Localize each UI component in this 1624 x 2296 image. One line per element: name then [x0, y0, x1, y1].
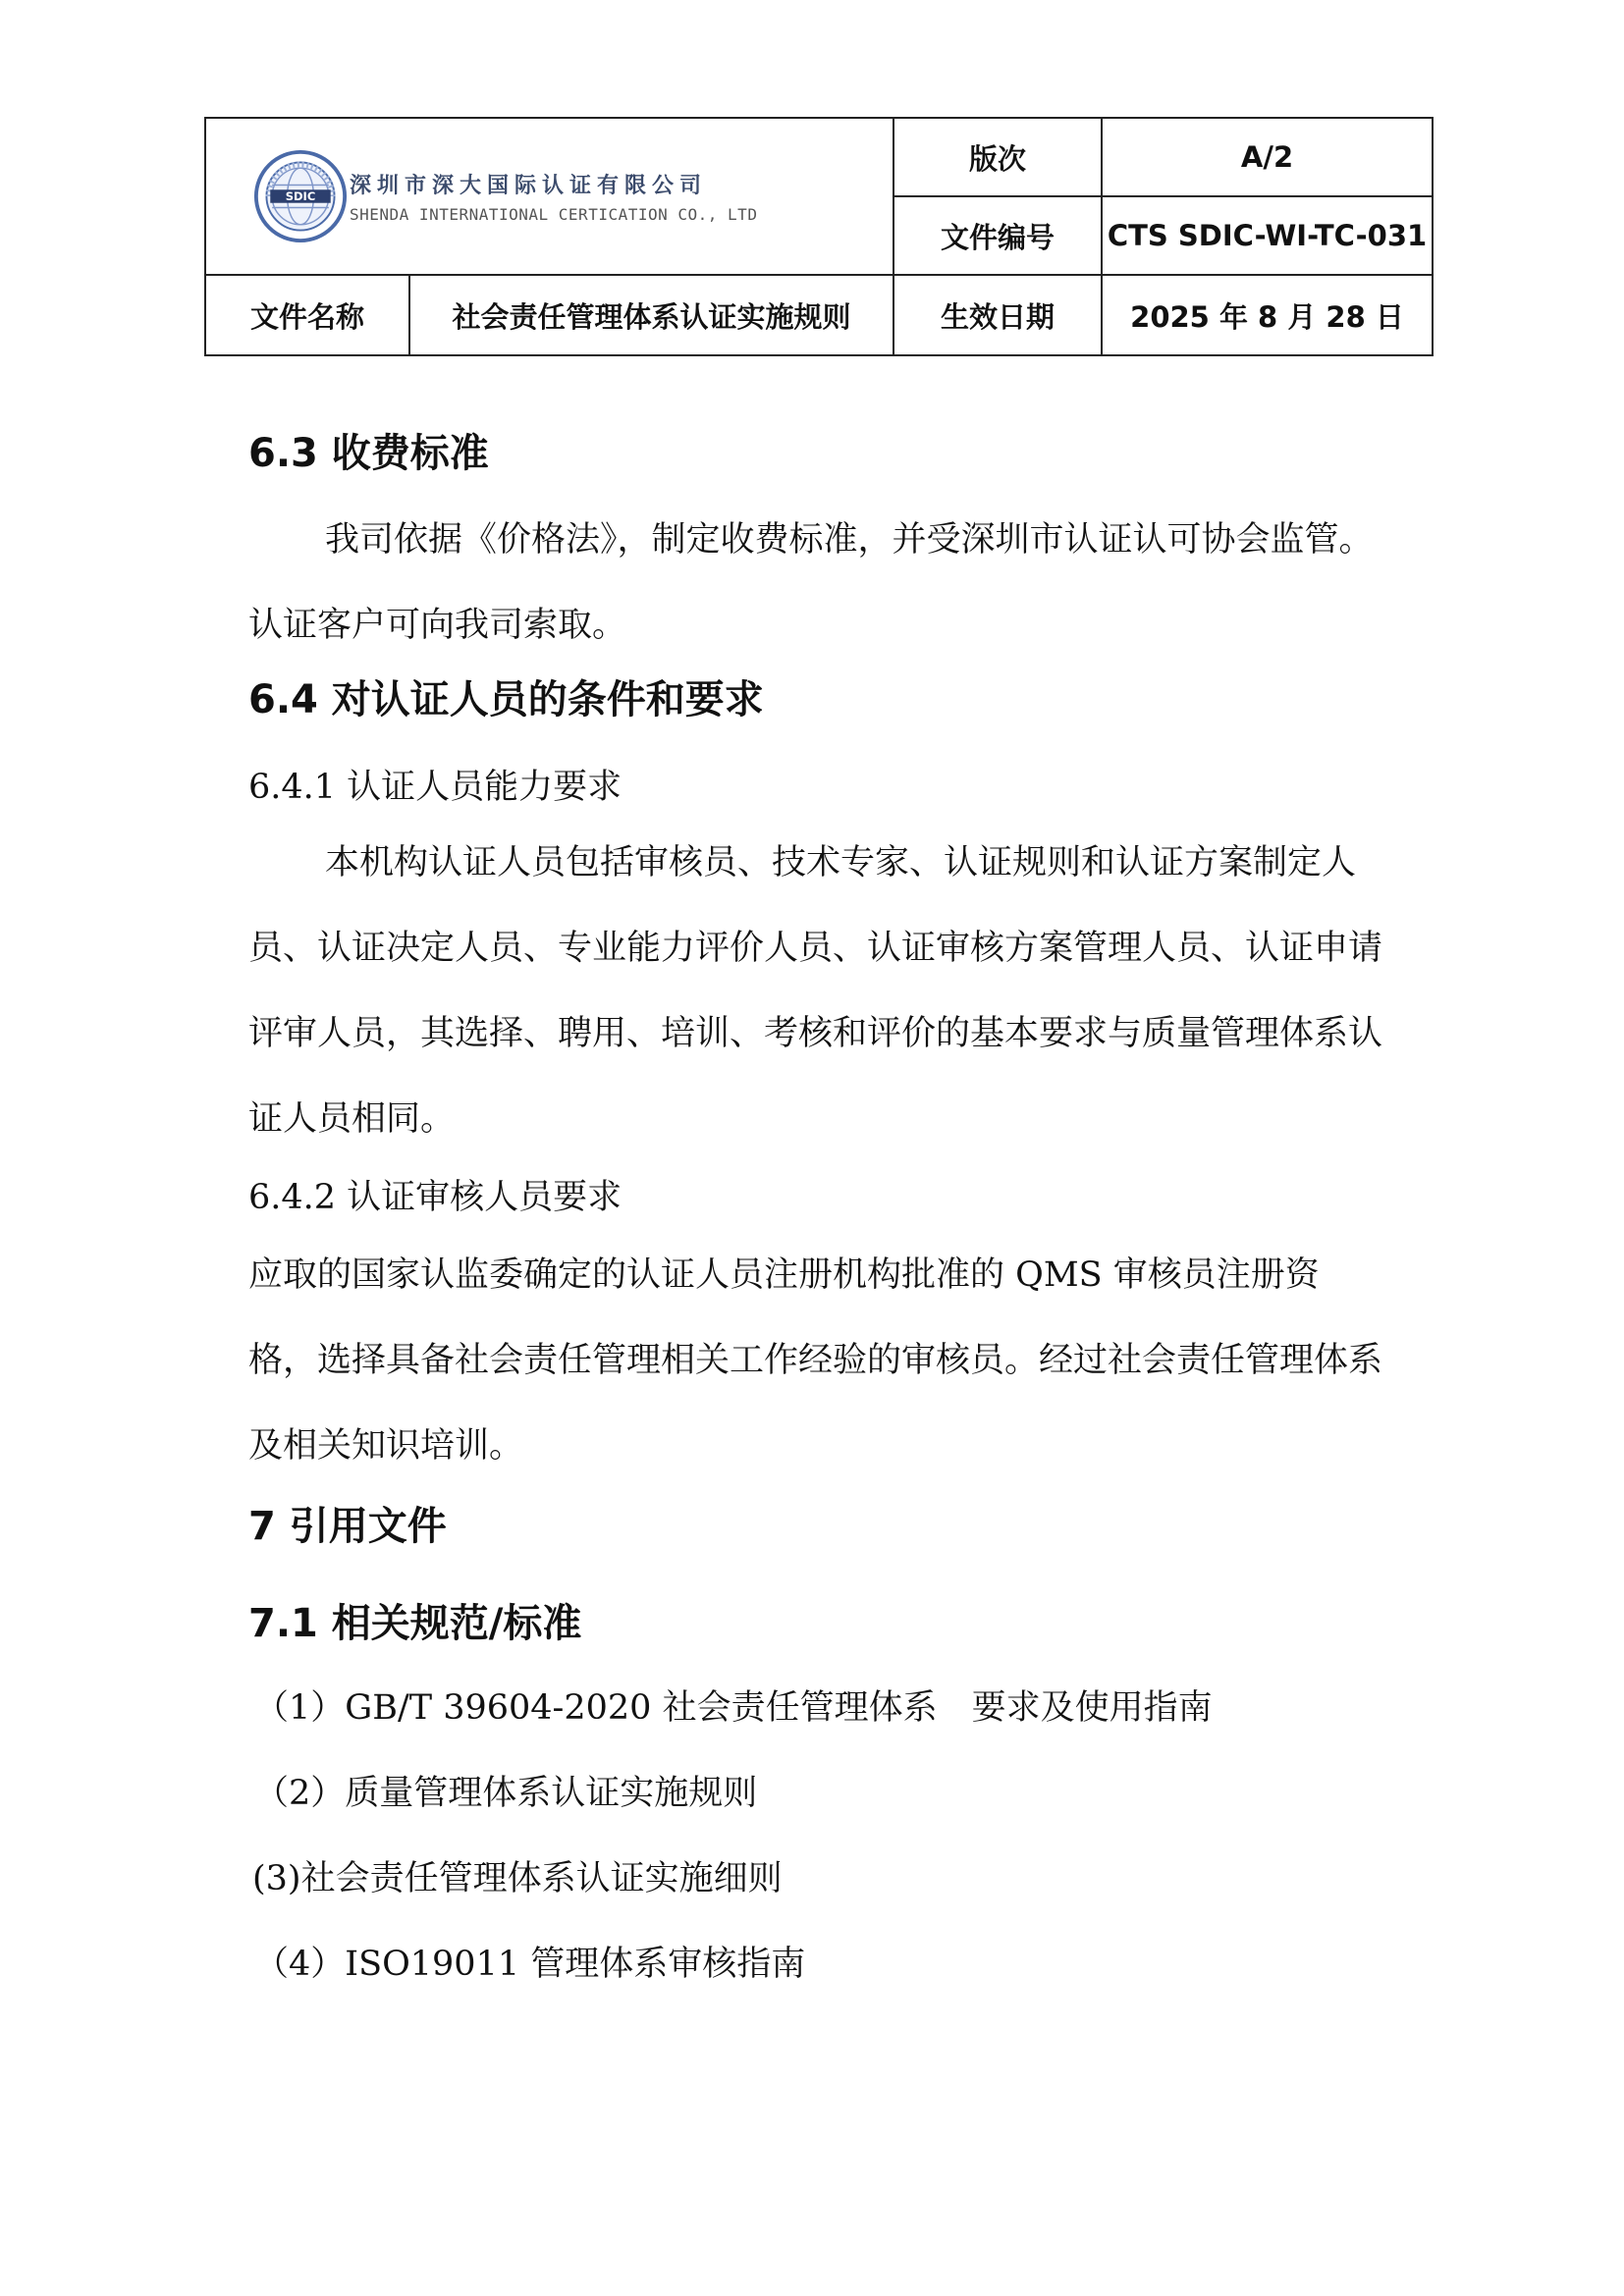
doc-name-value: 社会责任管理体系认证实施规则 [409, 275, 893, 355]
reference-item: （4）ISO19011 管理体系审核指南 [254, 1945, 806, 1984]
version-label: 版次 [893, 118, 1102, 196]
section-6-4-1-title: 6.4.1 认证人员能力要求 [248, 768, 623, 807]
company-name-cn: 深圳市深大国际认证有限公司 [350, 173, 708, 198]
company-logo-cell [205, 118, 893, 275]
document-body [248, 412, 1387, 2007]
sdic-logo-icon [253, 149, 348, 243]
version-value: A/2 [1102, 118, 1433, 196]
reference-item: （2）质量管理体系认证实施规则 [254, 1774, 758, 1813]
company-name-en: SHENDA INTERNATIONAL CERTICATION CO., LTD [350, 205, 758, 224]
section-6-4-2-title: 6.4.2 认证审核人员要求 [248, 1178, 623, 1217]
doc-name-label: 文件名称 [205, 275, 409, 355]
section-7-1-title: 7.1 相关规范/标准 [248, 1601, 582, 1646]
document-header-table [204, 117, 1434, 356]
section-6-3-paragraph: 我司依据《价格法》，制定收费标准，并受深圳市认证认可协会监管。认证客户可向我司索取。 [248, 520, 1374, 645]
section-6-4-1-paragraph: 本机构认证人员包括审核员、技术专家、认证规则和认证方案制定人员、认证决定人员、专业能力评价人员、认证审核方案管理人员、认证申请评审人员，其选择、聘用、培训、考核和评价的基本要求与质量管理体系认证人员相同。 [248, 843, 1383, 1139]
reference-list [248, 1666, 1387, 2007]
effective-date-value: 2025 年 8 月 28 日 [1102, 275, 1433, 355]
reference-item: （1）GB/T 39604-2020 社会责任管理体系 要求及使用指南 [254, 1688, 1213, 1728]
section-6-3-title: 6.3 收费标准 [248, 431, 489, 476]
section-6-4-2-paragraph: 应取的国家认监委确定的认证人员注册机构批准的 QMS 审核员注册资格，选择具备社会责任管理相关工作经验的审核员。经过社会责任管理体系及相关知识培训。 [248, 1255, 1383, 1466]
reference-item: (3)社会责任管理体系认证实施细则 [252, 1859, 783, 1898]
docno-value: CTS SDIC-WI-TC-031 [1102, 196, 1433, 275]
section-7-title: 7 引用文件 [248, 1504, 447, 1549]
section-6-4-title: 6.4 对认证人员的条件和要求 [248, 677, 764, 722]
docno-label: 文件编号 [893, 196, 1102, 275]
logo-sdic-text: SDIC [285, 188, 316, 203]
effective-date-label: 生效日期 [893, 275, 1102, 355]
